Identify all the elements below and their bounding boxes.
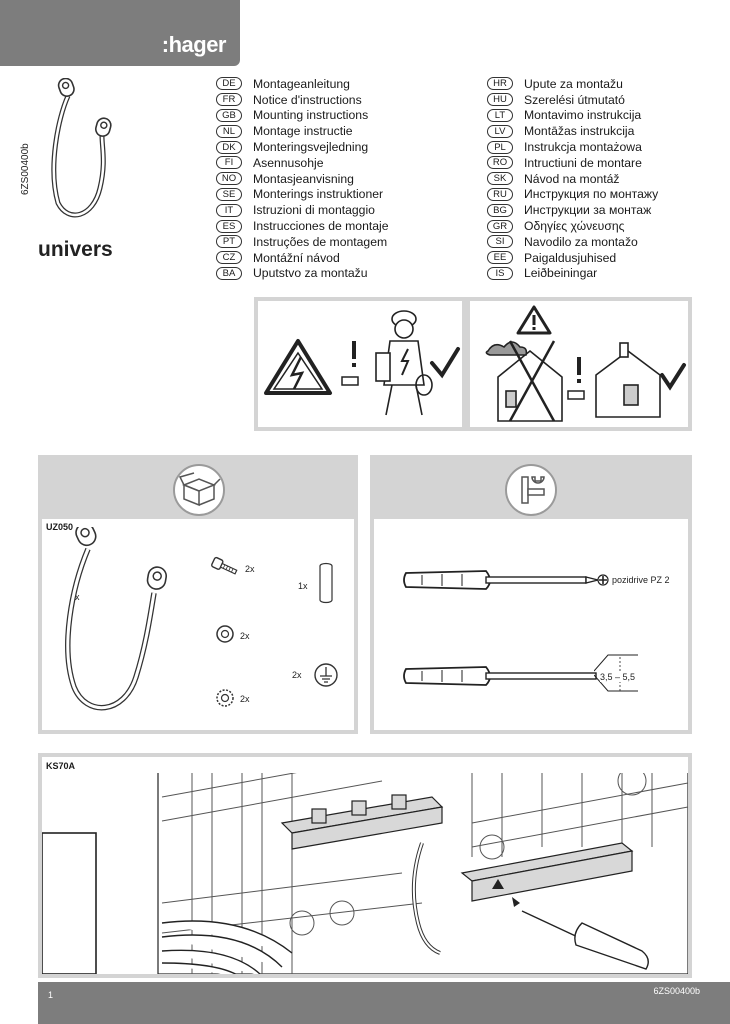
language-code: FI: [216, 156, 242, 169]
washer-icon: [214, 623, 236, 645]
washer-quantity: 2x: [240, 631, 250, 641]
language-label: Leiðbeiningar: [524, 266, 598, 281]
language-label: Asennusohje: [253, 155, 324, 170]
footer-doc-code: 6ZS00400b: [653, 986, 700, 996]
installation-reference: KS70A: [46, 761, 76, 771]
earth-cable-illustration: [64, 527, 174, 737]
general-warning-icon: [518, 307, 550, 333]
language-item: [216, 218, 389, 234]
language-item: [487, 218, 658, 234]
language-label: Instruções de montagem: [253, 234, 388, 249]
language-item: [487, 250, 658, 266]
language-item: [216, 202, 389, 218]
cable-quantity: 1x: [70, 592, 80, 602]
language-code: DK: [216, 141, 242, 154]
language-label: Monterings instruktioner: [253, 187, 384, 202]
language-label: Notice d'instructions: [253, 92, 362, 107]
pozidrive-size-label: pozidrive PZ 2: [612, 575, 670, 585]
footer-bar: [38, 982, 730, 1024]
language-list-right: [487, 76, 658, 281]
lock-washer-quantity: 2x: [240, 694, 250, 704]
language-list-left: [216, 76, 389, 281]
language-item: [216, 187, 389, 203]
blade-width-label: 3,5 – 5,5: [600, 672, 636, 682]
language-item: [487, 108, 658, 124]
language-code: LV: [487, 125, 513, 138]
language-item: [487, 171, 658, 187]
language-item: [487, 76, 658, 92]
ground-symbol-icon: [312, 661, 340, 689]
language-label: Инструкция по монтажу: [524, 187, 659, 202]
language-item: [487, 187, 658, 203]
language-item: [216, 76, 389, 92]
lock-washer-icon: [214, 687, 236, 709]
language-code: CZ: [216, 251, 242, 264]
dry-environment-warning-box: [466, 297, 692, 431]
language-label: Montage instructie: [253, 124, 353, 139]
language-code: IT: [216, 204, 242, 217]
language-label: Инструкции за монтаж: [524, 203, 652, 218]
language-label: Montavimo instrukcija: [524, 108, 642, 123]
language-item: [216, 155, 389, 171]
language-code: HU: [487, 93, 513, 106]
parts-panel: [38, 455, 358, 734]
pozidrive-screwdriver-illustration: [402, 567, 602, 593]
language-item: [487, 202, 658, 218]
language-item: [487, 92, 658, 108]
hager-logo: :hager: [161, 32, 226, 57]
language-code: BA: [216, 267, 242, 280]
language-label: Instrucciones de montaje: [253, 219, 389, 234]
language-code: SK: [487, 172, 513, 185]
language-label: Montāžas instrukcija: [524, 124, 635, 139]
electrician-warning-box: [254, 297, 466, 431]
language-label: Paigaldusjuhised: [524, 250, 617, 265]
wet-house-crossed: [486, 341, 562, 421]
language-item: [487, 139, 658, 155]
language-item: [216, 139, 389, 155]
tools-required-icon: [504, 463, 558, 517]
language-code: SI: [487, 235, 513, 248]
screw-quantity: 2x: [245, 564, 255, 574]
worker-figure: [376, 311, 432, 415]
language-code: RO: [487, 156, 513, 169]
ground-quantity: 2x: [292, 670, 302, 680]
language-label: Instrukcja montażowa: [524, 140, 642, 155]
language-item: [216, 92, 389, 108]
language-item: [216, 266, 389, 282]
language-code: BG: [487, 204, 513, 217]
language-item: [487, 234, 658, 250]
language-item: [216, 171, 389, 187]
installation-panel: [38, 753, 692, 978]
language-code: LT: [487, 109, 513, 122]
parts-reference: UZ050: [46, 522, 74, 532]
language-label: Intructiuni de montare: [524, 155, 642, 170]
language-item: [216, 108, 389, 124]
dry-environment-illustration: [470, 301, 688, 427]
language-item: [487, 123, 658, 139]
tools-panel: [370, 455, 692, 734]
language-code: HR: [487, 77, 513, 90]
high-voltage-warning-icon: [266, 341, 330, 393]
language-code: IS: [487, 267, 513, 280]
language-label: Montasjeanvisning: [253, 171, 354, 186]
language-item: [216, 123, 389, 139]
language-label: Upute za montažu: [524, 76, 623, 91]
language-label: Uputstvo za montažu: [253, 266, 368, 281]
language-label: Szerelési útmutató: [524, 92, 625, 107]
language-label: Monteringsvejledning: [253, 140, 369, 155]
electrician-warning-illustration: [258, 301, 462, 427]
brand-header: [0, 0, 240, 66]
language-code: GB: [216, 109, 242, 122]
dry-house: [596, 343, 660, 417]
page-number: 1: [48, 990, 54, 1000]
product-title: univers: [38, 238, 113, 261]
language-label: Montageanleitung: [253, 76, 350, 91]
language-code: NO: [216, 172, 242, 185]
flat-screwdriver-illustration: [402, 663, 602, 689]
checkmark-icon: [432, 349, 458, 375]
language-code: PT: [216, 235, 242, 248]
language-code: NL: [216, 125, 242, 138]
screw-icon: [210, 556, 240, 578]
language-code: DE: [216, 77, 242, 90]
sleeve-icon: [318, 562, 334, 606]
language-label: Návod na montáž: [524, 171, 620, 186]
checkmark-icon: [662, 365, 684, 387]
language-item: [216, 234, 389, 250]
language-code: PL: [487, 141, 513, 154]
language-code: FR: [216, 93, 242, 106]
package-contents-icon: [172, 463, 226, 517]
language-item: [216, 250, 389, 266]
language-code: ES: [216, 220, 242, 233]
sleeve-quantity: 1x: [298, 581, 308, 591]
language-label: Navodilo za montažo: [524, 234, 638, 249]
language-label: Mounting instructions: [253, 108, 369, 123]
language-code: GR: [487, 220, 513, 233]
installation-illustration: [42, 773, 688, 974]
language-code: RU: [487, 188, 513, 201]
language-item: [487, 155, 658, 171]
language-code: SE: [216, 188, 242, 201]
language-label: Οδηγίες χώνευσης: [524, 219, 625, 234]
pozidrive-symbol-icon: [597, 574, 609, 586]
language-item: [487, 266, 658, 282]
doc-code-vertical: 6ZS00400b: [20, 143, 31, 195]
language-label: Istruzioni di montaggio: [253, 203, 375, 218]
language-label: Montážní návod: [253, 250, 340, 265]
language-code: EE: [487, 251, 513, 264]
cable-product-image: [38, 78, 128, 228]
